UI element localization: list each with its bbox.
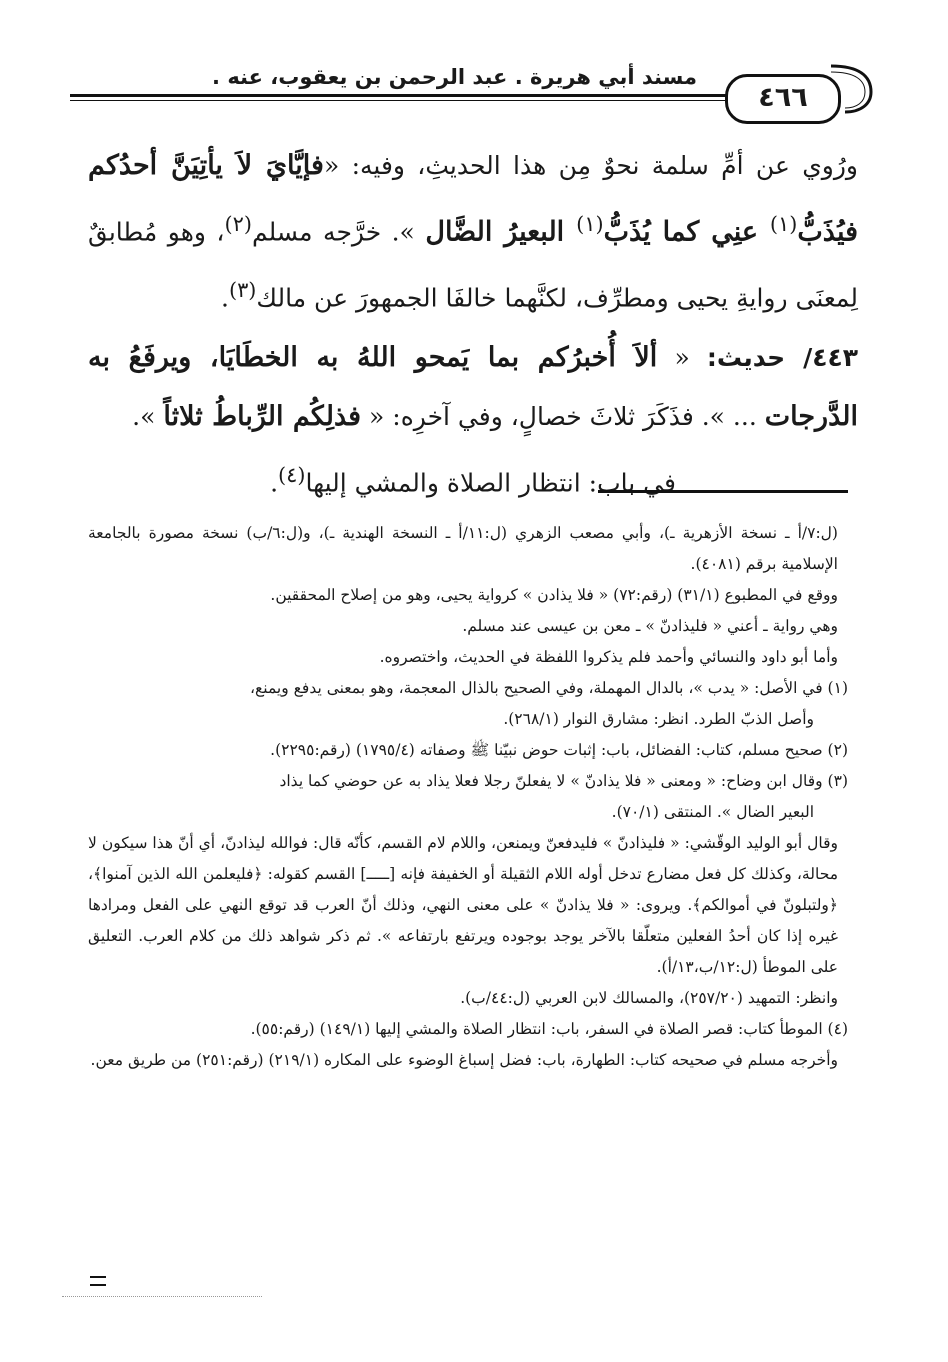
- header-rule: [70, 94, 745, 97]
- footnote-1-cont: وأصل الذبّ الطرد. انظر: مشارق النوار (٢٦٨/١).: [503, 710, 814, 728]
- quoted-hadith-text: فذلِكُم الرِّباطُ ثلاثاً: [163, 400, 362, 432]
- paragraph-riwaya: ورُوي عن أمِّ سلمة نحوٌ مِن هذا الحديثِ، وفيه: «فإيَّايَ لاَ يأتِيَنَّ أحدُكم فيُذَبُّ$^{(١)}$ عنِي كما يُذَبُّ$^{(١)}$ البعيرُ الضَّال ». خرَّجه مسلم$^{(٢)}$، وهو مُطابقٌ لِمعنَى روايةِ يحيى ومطرِّف، لكنَّهما خالفَا الجمهورَ عن مالك$^{(٣)}$.: [88, 150, 859, 313]
- page-header: [70, 58, 875, 114]
- hadith-number: ٤٤٣/: [785, 342, 858, 372]
- footnote-4: (٤) الموطأ كتاب: قصر الصلاة في السفر، باب: انتظار الصلاة والمشي إليها (١٤٩/١) (رقم:٥٥).: [250, 1020, 848, 1038]
- scan-artifact: [62, 1296, 262, 1297]
- continuation-mark: [90, 1276, 106, 1286]
- footnote-1: (١) في الأصل: « يدب »، بالدال المهملة، وفي الصحيح بالذال المعجمة، وهو بمعنى يدفع ويمنع،: [250, 679, 848, 697]
- footnote-4-cont: وأخرجه مسلم في صحيحه كتاب: الطهارة، باب: فضل إسباغ الوضوء على المكاره (٢١٩/١) (رقم:٢٥١) من طريق معن.: [90, 1051, 838, 1069]
- quoted-hadith-text: البعيرُ الضَّال: [425, 216, 577, 248]
- quoted-hadith-text: ألاَ أُخبرُكم بما يَمحو اللهُ به الخطَايَا، ويرفَعُ به الدَّرجات: [88, 341, 858, 432]
- page-number: ٤٦٦: [725, 74, 841, 124]
- footnote-3-cont: البعير الضال ». المنتقى (٧٠/١).: [611, 803, 814, 821]
- footnote-continuation: وأما أبو داود والنسائي وأحمد فلم يذكروا اللفظة في الحديث، واختصروه.: [379, 648, 838, 666]
- paragraph-hadith-443: ٤٤٣/ حديث: « ألاَ أُخبرُكم بما يَمحو اللهُ به الخطَايَا، ويرفَعُ به الدَّرجات ... ». فذَكَرَ ثلاثَ خصالٍ، وفي آخرِه: « فذلِكُم الرِّباطُ ثلاثاً ».: [88, 341, 858, 432]
- quoted-hadith-text: فإيَّايَ لاَ يأتِيَنَّ أحدُكم فيُذَبُّ: [88, 150, 859, 248]
- header-rule-thin: [70, 100, 745, 101]
- running-title: مسند أبي هريرة . عبد الرحمن بن يعقوب، عنه .: [212, 65, 697, 89]
- footnote-separator: [598, 490, 848, 493]
- footnotes: [88, 518, 848, 1076]
- footnote-ref: (١): [576, 212, 604, 236]
- hadith-label: حديث:: [706, 342, 786, 372]
- footnote-ref: (٢): [224, 212, 252, 236]
- main-text: [88, 136, 858, 512]
- footnote-3: (٣) وقال ابن وضاح: « ومعنى « فلا يذادنّ » لا يفعلنّ رجلا فعلا يذاد به عن حوضي كما يذاد: [279, 772, 848, 790]
- footnote-continuation: ووقع في المطبوع (٣١/١) (رقم:٧٢) « فلا يذادن » كرواية يحيى، وهو من إصلاح المحققين.: [270, 586, 838, 604]
- footnote-ref: (١): [769, 212, 798, 236]
- footnote-3-see-also: وانظر: التمهيد (٢٥٧/٢٠)، والمسالك لابن العربي (ل:٤٤/ب).: [460, 989, 838, 1007]
- quoted-hadith-text: عنِي كما يُذَبُّ: [603, 216, 770, 248]
- footnote-continuation: (ل:٧/أ ـ نسخة الأزهرية ـ)، وأبي مصعب الزهري (ل:١١/أ ـ النسخة الهندية ـ)، و(ل:٦/ب) نسخة مصورة بالجامعة الإسلامية برقم (٤٠٨١).: [88, 524, 838, 573]
- footnote-ref: (٤): [278, 462, 306, 487]
- footnote-continuation: وهي رواية ـ أعني « فليذادنّ » ـ معن بن عيسى عند مسلم.: [462, 617, 838, 635]
- footnote-3-waqqashi: وقال أبو الوليد الوقّشي: « فليذادنّ » فليدفعنّ ويمنعن، واللام لام القسم، كأنّه قال: فوالله ليذادنّ، أي أنّ هذا سيكون لا محالة، وكذلك كل فعل مضارع تدخل أوله اللام الثقيلة أو الخفيفة فإنه [ـــــ] القسم كقوله: ﴿فليعلمن الله الذين آمنوا﴾، ﴿ولتبلونّ في أموالكم﴾. ويروى: « فلا يذادنّ » على معنى النهي، وذلك أنّ العرب قد توقع النهي على الفعل ومرادها غيره إذا كان أحدُ الفعلين متعلّقا بالآخر يوجد بوجوده ويرتفع بارتفاعه ». ثم ذكر شواهد ذلك من كلام العرب. التعليق على الموطأ (ل:١٢/ب،١٣/أ).: [88, 834, 838, 976]
- footnote-2: (٢) صحيح مسلم، كتاب: الفضائل، باب: إثبات حوض نبيّنا ﷺ وصفاته (١٧٩٥/٤) (رقم:٢٢٩٥).: [270, 741, 848, 759]
- paragraph-bab: في باب: انتظار الصلاة والمشي إليها$^{(٤)}$.: [270, 462, 676, 497]
- footnote-ref: (٣): [228, 278, 257, 303]
